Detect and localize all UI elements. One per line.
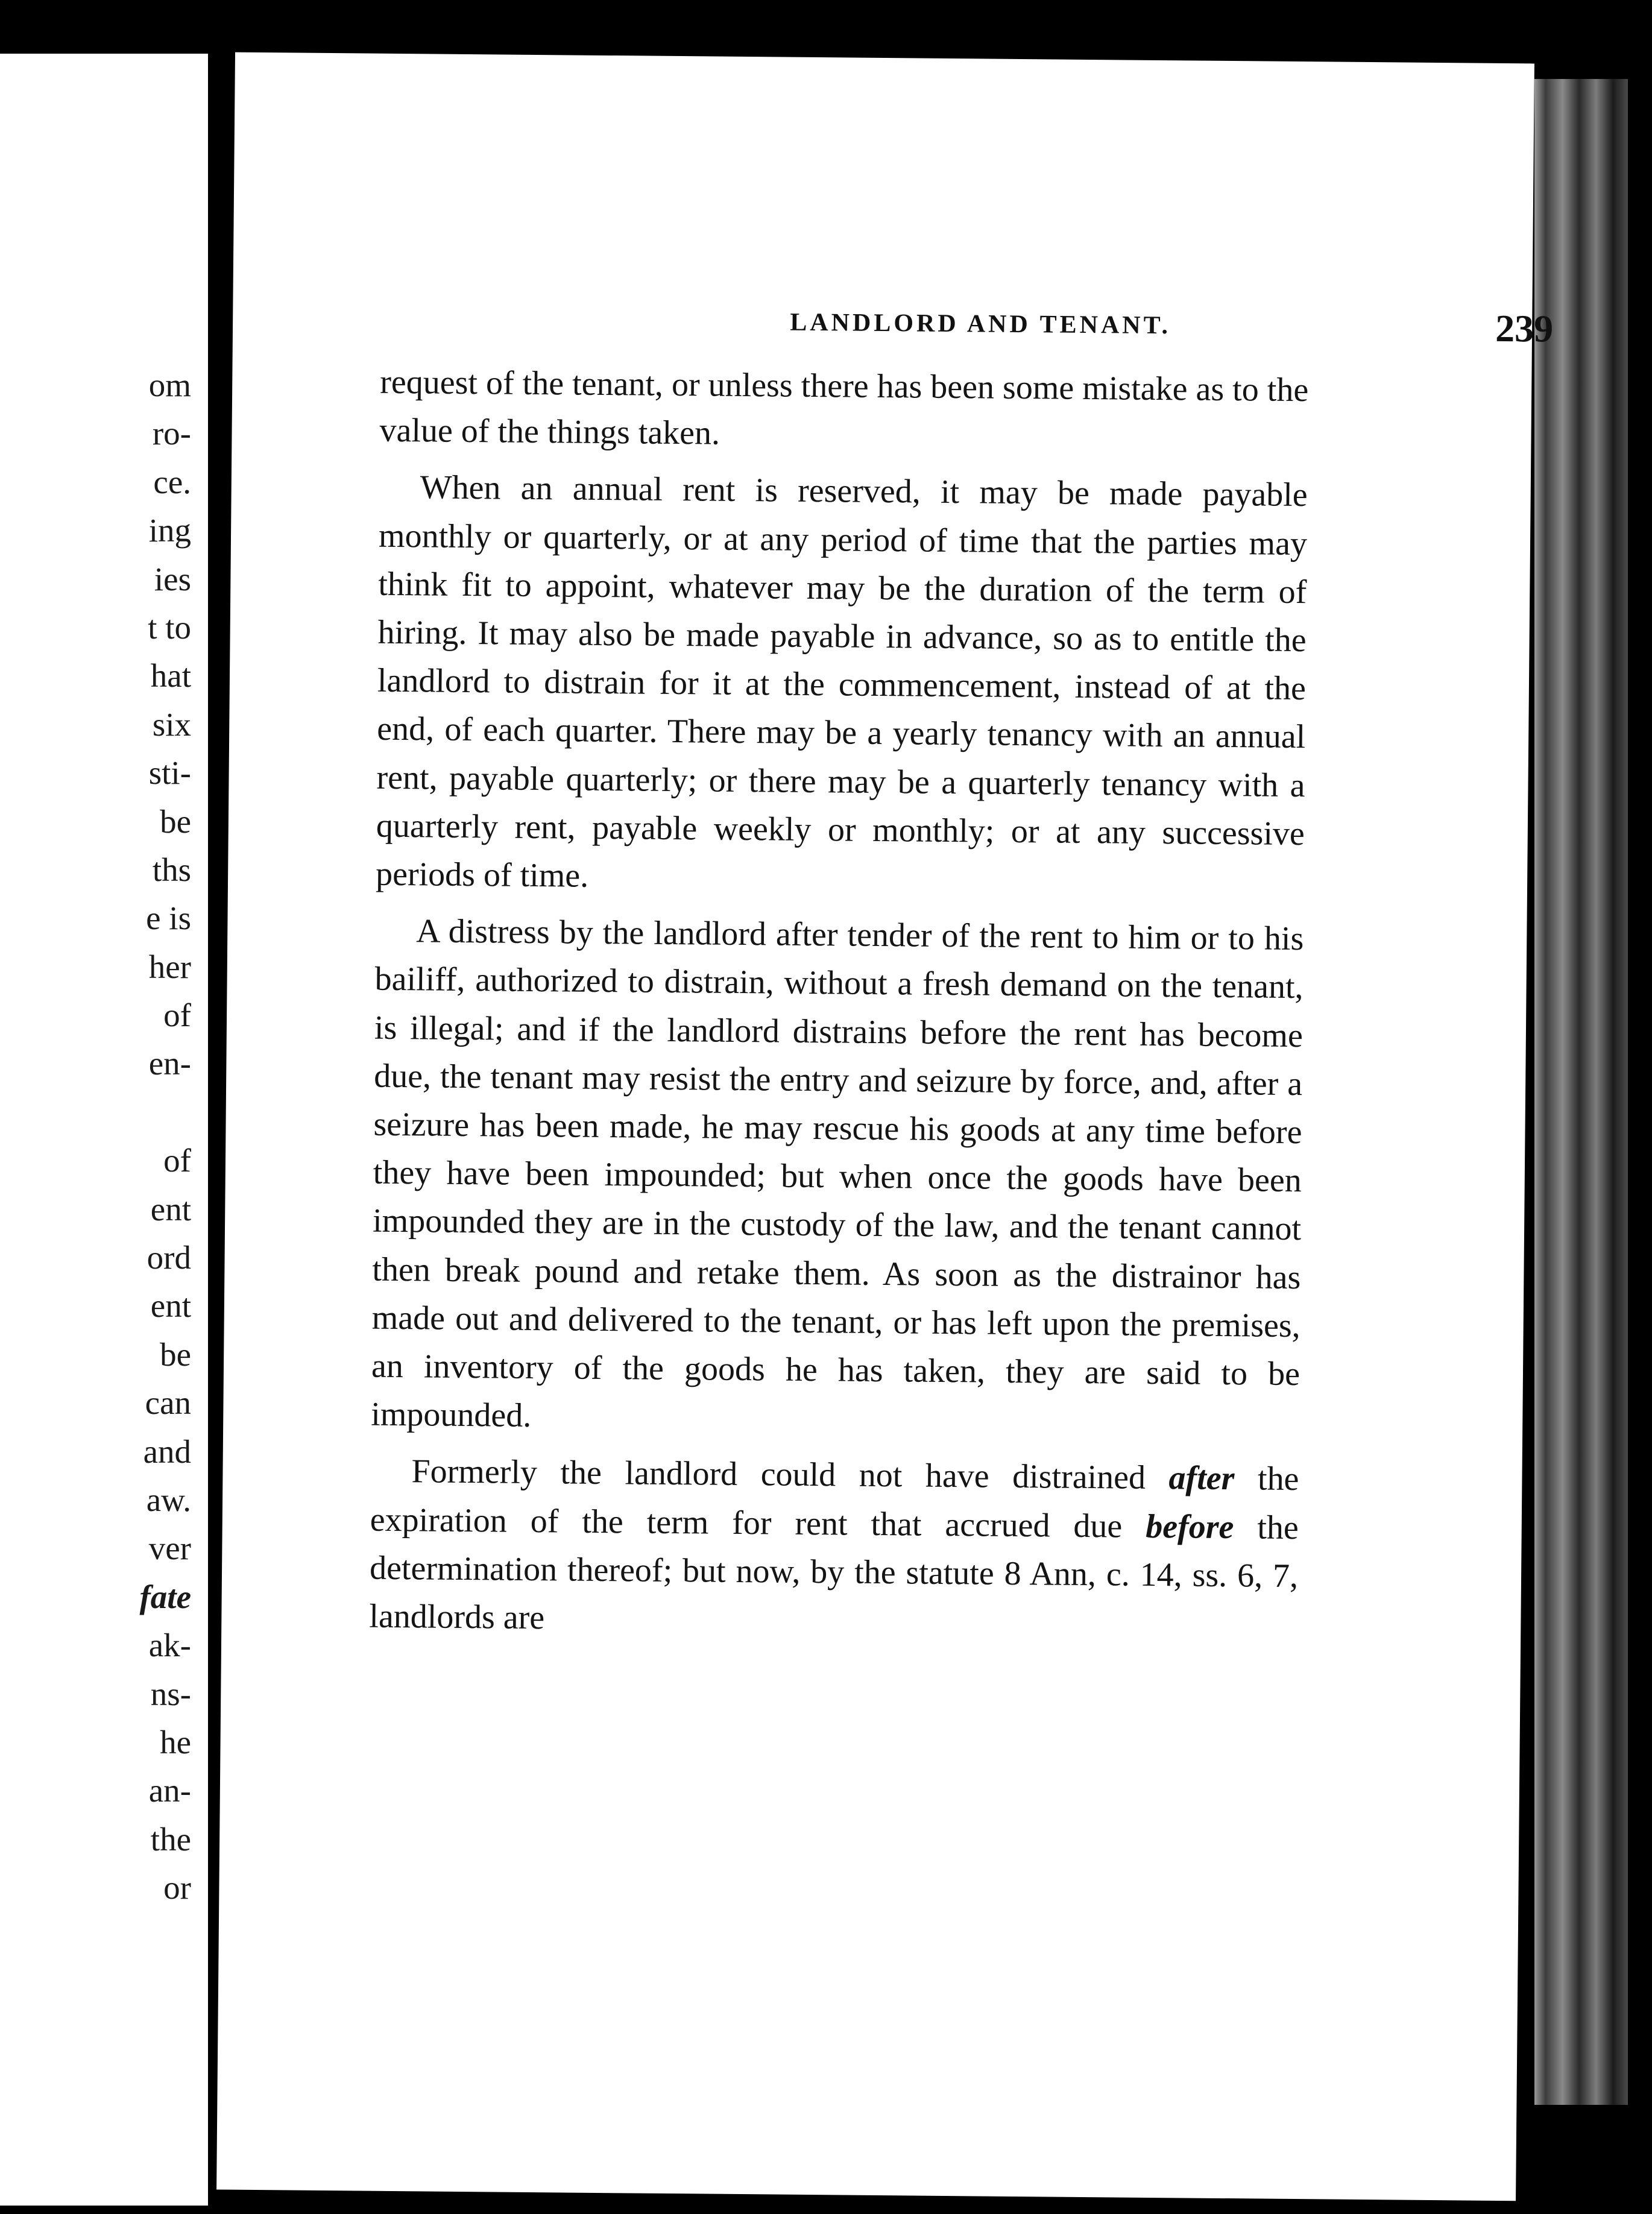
paragraph-formerly-middle: the expiration of the term for rent that accrued due [370,1460,1299,1545]
previous-page-line: ver [148,1530,191,1567]
page-number: 239 [1495,306,1554,350]
previous-page-line: be [160,1336,191,1373]
emphasis-before: before [1145,1507,1234,1546]
previous-page-line: ies [154,560,191,598]
paragraph-formerly-end: the determination thereof; but now, by the statute 8 Ann, c. 14, ss. 6, 7, landlords are [369,1509,1299,1637]
previous-page-line: ro- [152,415,191,452]
previous-page-line: ak- [148,1627,191,1664]
previous-page-line: ent [150,1190,191,1228]
paragraph-annual-rent: When an annual rent is reserved, it may be made payable monthly or quarterly, or at any period of time that the parties may think fit to appoint, whatever may be the duration of the term of hiring. It may also be made payable in advance, so as to entitle the landlord to distrain for it at the commencement, instead of at the end, of each quarter. There may be a yearly tenancy with an annual rent, payable quarterly; or there may be a quarterly tenancy with a quarterly rent, payable weekly or monthly; or at any successive periods of time. [375,468,1308,895]
body-text [369,358,1309,1649]
previous-page-line: om [148,367,191,403]
previous-page-line: e is [146,900,191,937]
book-page [216,52,1554,2201]
previous-page-line: ent [150,1287,191,1325]
paragraph-formerly [369,1447,1299,1648]
previous-page-line: ns- [150,1675,191,1712]
running-title: LANDLORD AND TENANT. [790,308,1171,340]
previous-page-line: of [163,997,191,1034]
paragraph-formerly-start: Formerly the landlord could not have distrained [411,1452,1146,1497]
previous-page-line: hat [150,657,191,695]
previous-page-line: fate [139,1578,191,1615]
running-head [643,291,1554,359]
previous-page-line: sti- [148,754,191,792]
previous-page-line: the [150,1820,191,1858]
previous-page-line: of [163,1142,191,1179]
previous-page-line [139,1088,191,1137]
previous-page-line: ths [152,851,191,888]
previous-page-line: ord [147,1239,191,1276]
page-edges [1534,79,1628,2105]
previous-page-line: and [143,1433,191,1470]
previous-page-line: t to [148,608,191,646]
paragraph-continuation: request of the tenant, or unless there has been some mistake as to the value of the things taken. [379,363,1309,452]
previous-page-fragment [0,54,208,2206]
previous-page-line: her [148,948,191,985]
previous-page-line: aw. [146,1481,191,1518]
previous-page-line: can [145,1384,191,1422]
previous-page-line: he [160,1723,191,1761]
previous-page-line: be [160,803,191,840]
paragraph-distress: A distress by the landlord after tender of the rent to him or to his bailiff, authorized to distrain, without a fresh demand on the tenant, is illegal; and if the landlord distrains before the rent has become due, the tenant may resist the entry and seizure by force, and, after a seizure has been made, he may rescue his goods at any time before they have been impounded; but when once the goods have been impounded they are in the custody of the law, and the tenant cannot then break pound and retake them. As soon as the distrainor has made out and delivered to the tenant, or has left upon the premises, an inventory of the goods he has taken, they are said to be impounded. [371,912,1304,1435]
previous-page-line: an- [148,1772,191,1809]
previous-page-line: ing [148,512,191,549]
previous-page-line: or [163,1869,191,1906]
previous-page-line: en- [148,1045,191,1082]
emphasis-after: after [1168,1459,1235,1498]
speck [1032,11,1041,27]
previous-page-line: ce. [153,463,191,500]
speck [855,24,861,29]
previous-page-line-endings [139,361,191,1913]
speck [793,13,810,27]
previous-page-line: six [152,705,191,743]
